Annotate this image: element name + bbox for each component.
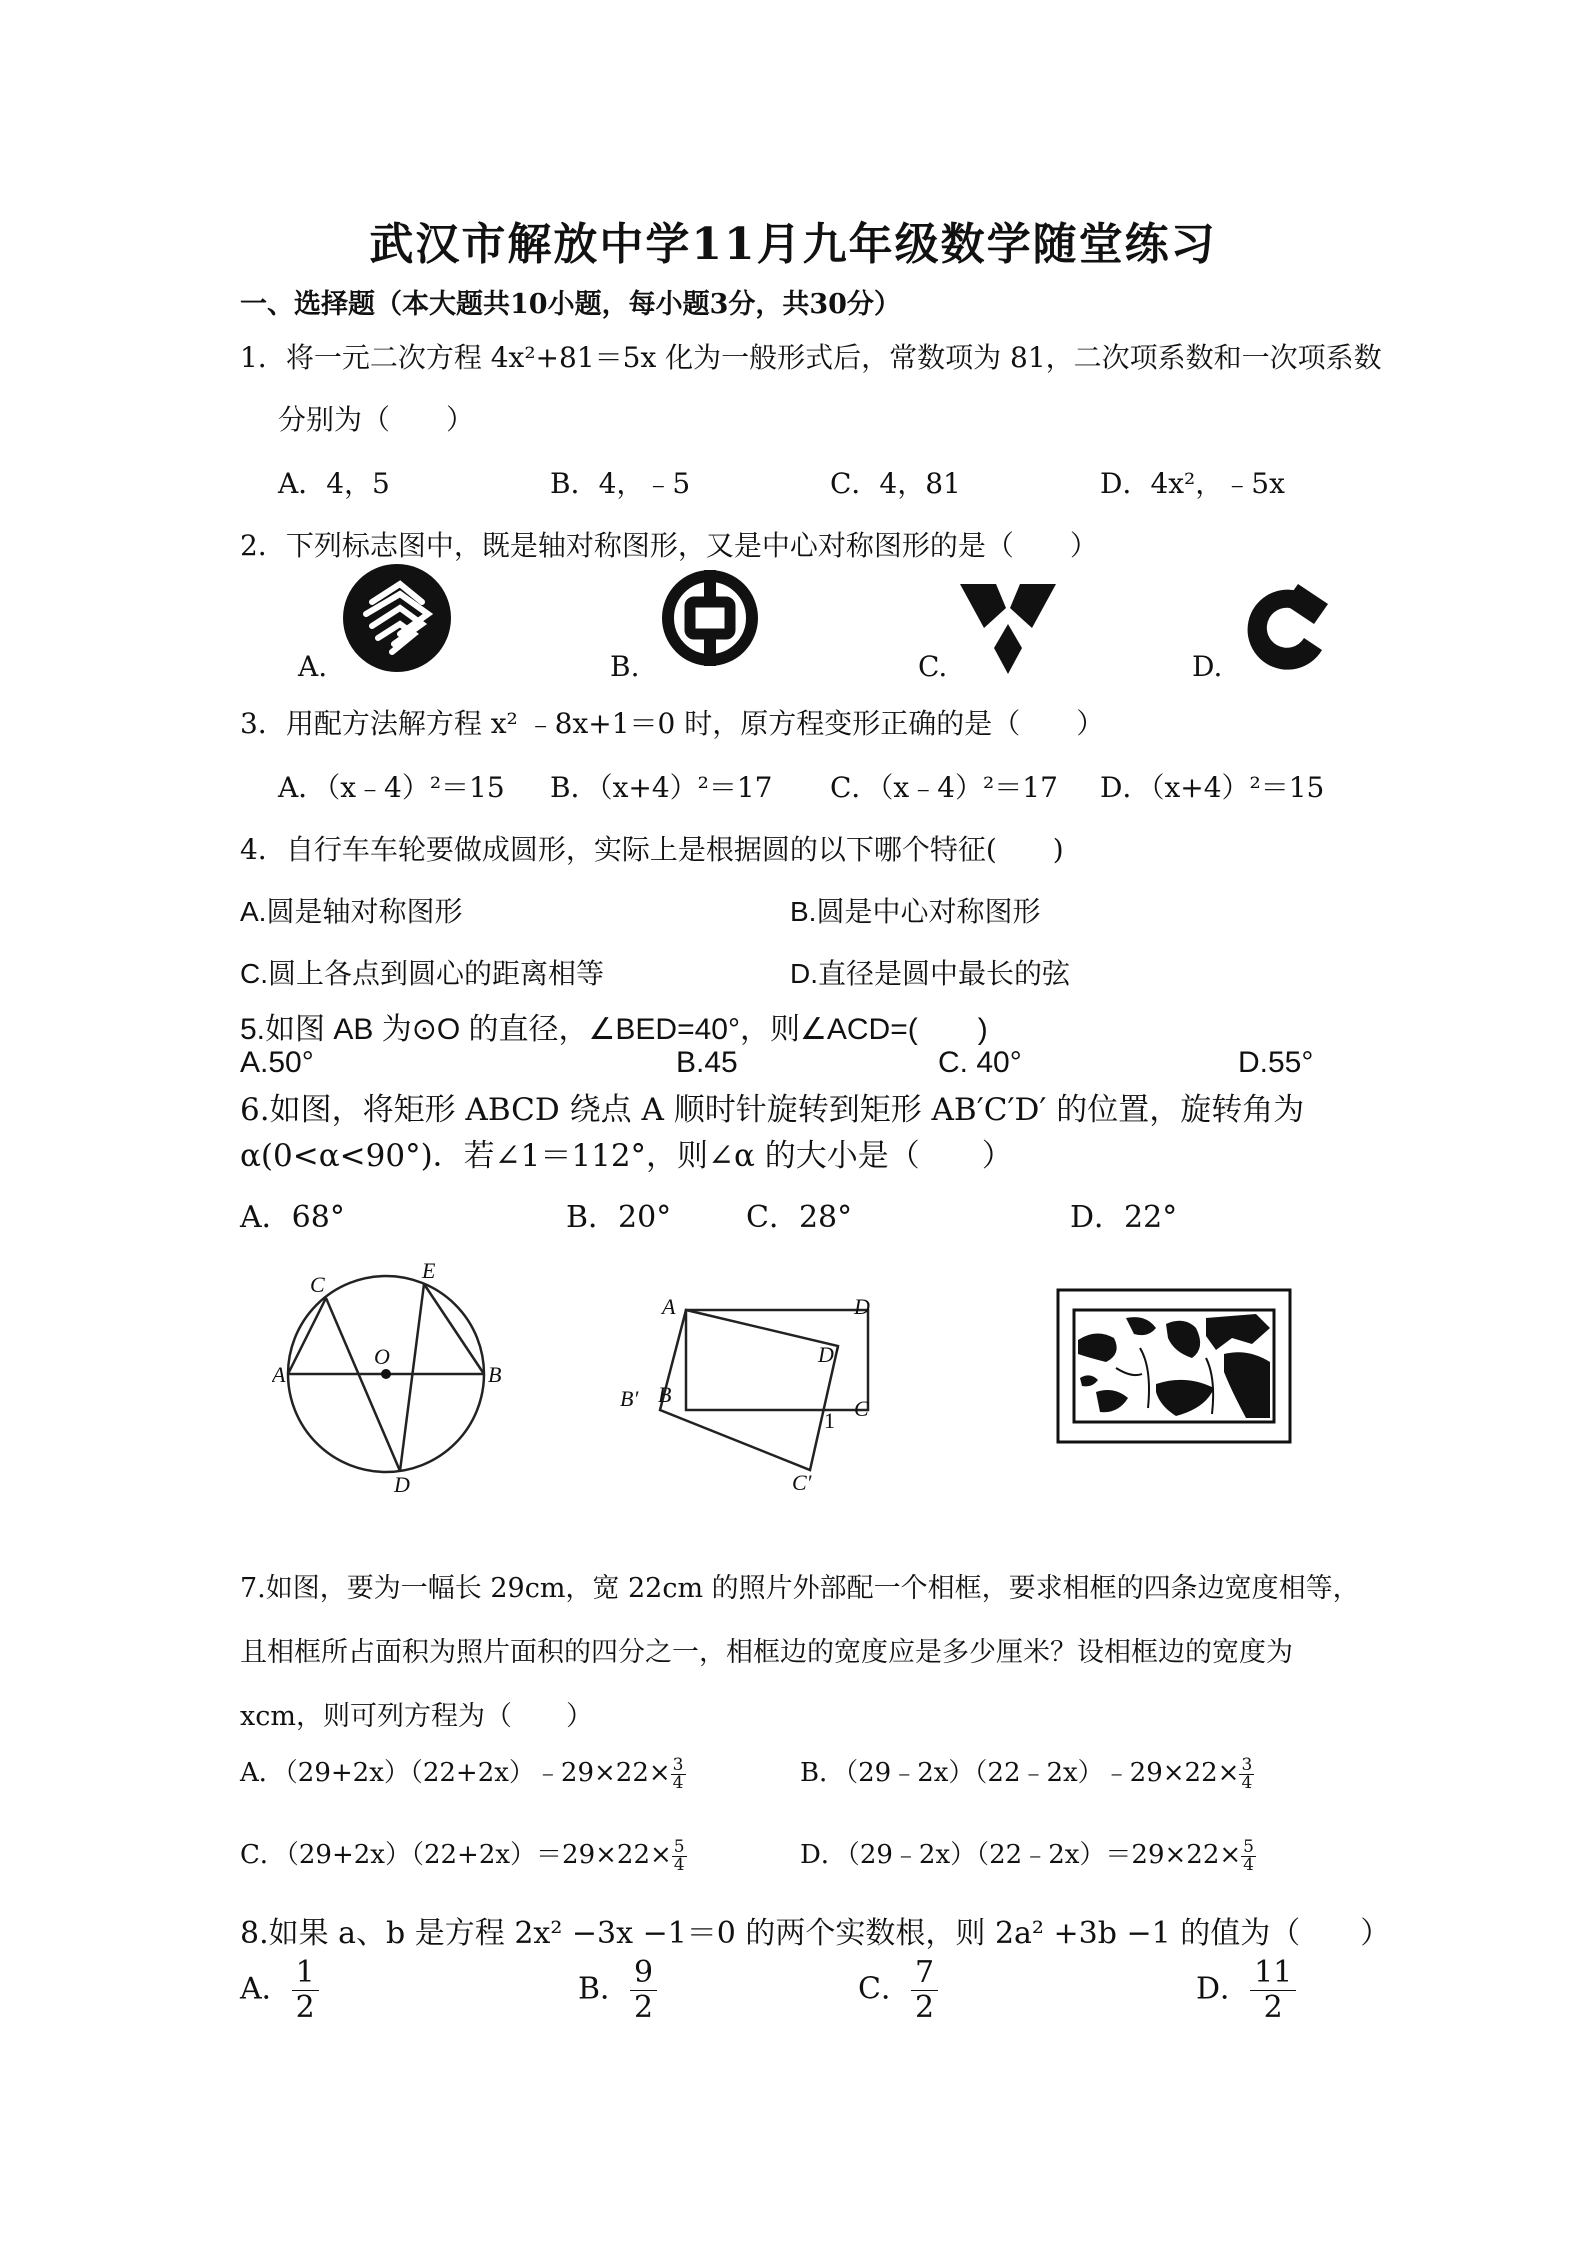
- q7-option-b-text: B．（29﹣2x）（22﹣2x）﹣29×22×: [800, 1758, 1240, 1788]
- q5-option-b[interactable]: B.45: [676, 1046, 738, 1079]
- q5-option-a[interactable]: A.50°: [240, 1046, 314, 1079]
- circle-label-c: C: [310, 1272, 325, 1297]
- q2-option-d-label[interactable]: D.: [1192, 650, 1223, 683]
- q1-stem-line1: 1．将一元二次方程 4x²+81＝5x 化为一般形式后，常数项为 81，二次项系数和一次项系数: [240, 341, 1382, 374]
- q4-stem: 4．自行车车轮要做成圆形，实际上是根据圆的以下哪个特征( ): [240, 833, 1064, 866]
- q6-option-a[interactable]: A．68°: [240, 1200, 345, 1235]
- circle-label-d: D: [394, 1472, 410, 1492]
- circle-label-e: E: [422, 1258, 436, 1283]
- q1-option-d[interactable]: D．4x²，﹣5x: [1100, 467, 1285, 500]
- rect-label-d-prime: D′: [818, 1342, 839, 1367]
- q7-option-a-fraction: $\frac{3}{4}$: [672, 1754, 684, 1793]
- q1-stem-line2: 分别为（ ）: [278, 403, 475, 436]
- framed-photo-picture: [1056, 1288, 1292, 1444]
- q8-option-c[interactable]: [858, 1956, 938, 2025]
- rect-label-b: B: [658, 1382, 672, 1407]
- rotated-rectangle-diagram: [620, 1290, 900, 1490]
- rect-label-a: A: [662, 1294, 676, 1319]
- q4-option-b[interactable]: B.圆是中心对称图形: [790, 896, 1041, 927]
- rect-label-b-prime: B′: [620, 1386, 639, 1411]
- q7-option-b[interactable]: [800, 1752, 1254, 1792]
- q5-option-d[interactable]: D.55°: [1238, 1046, 1314, 1079]
- q6-option-c[interactable]: C．28°: [746, 1200, 853, 1235]
- q7-option-c-fraction: $\frac{5}{4}$: [673, 1836, 685, 1875]
- circle-label-b: B: [488, 1362, 502, 1387]
- q7-option-c-text: C．（29+2x）（22+2x）＝29×22×: [240, 1840, 672, 1870]
- q2-option-c-label[interactable]: C.: [918, 650, 948, 683]
- q8-option-d-fraction: $\frac{11}{2}$: [1250, 1956, 1296, 2025]
- section-heading: 一、选择题（本大题共10小题，每小题3分，共30分）: [240, 289, 901, 320]
- q4-option-a[interactable]: A.圆是轴对称图形: [240, 896, 463, 927]
- q7-option-b-fraction: $\frac{3}{4}$: [1241, 1754, 1253, 1793]
- q6-option-b[interactable]: B．20°: [566, 1200, 672, 1235]
- circle-label-o: O: [374, 1344, 390, 1369]
- q8-stem: 8.如果 a、b 是方程 2x² −3x −1＝0 的两个实数根，则 2a² +3b −1 的值为（ ）: [240, 1916, 1391, 1951]
- q6-option-d[interactable]: D．22°: [1070, 1200, 1178, 1235]
- circle-diagram: [272, 1252, 512, 1492]
- q2-option-a-label[interactable]: A.: [298, 650, 328, 683]
- china-mobile-logo-icon: [342, 562, 452, 674]
- q7-stem-line1: 7.如图，要为一幅长 29cm，宽 22cm 的照片外部配一个相框，要求相框的四条边宽度相等，: [240, 1573, 1360, 1604]
- rect-label-angle-1: 1: [824, 1408, 835, 1433]
- q8-option-d[interactable]: [1196, 1956, 1296, 2025]
- q2-option-b-label[interactable]: B.: [610, 650, 640, 683]
- q5-stem: 5.如图 AB 为⊙O 的直径，∠BED=40°，则∠ACD=( ): [240, 1013, 988, 1046]
- q7-stem-line3: xcm，则可列方程为（ ）: [240, 1701, 593, 1732]
- construction-bank-logo-icon: [1242, 580, 1334, 676]
- q7-option-a[interactable]: [240, 1752, 686, 1792]
- q3-option-c[interactable]: C．（x﹣4）²＝17: [830, 771, 1058, 804]
- q1-option-c[interactable]: C．4，81: [830, 467, 961, 500]
- q4-option-d[interactable]: D.直径是圆中最长的弦: [790, 958, 1071, 989]
- q3-option-a[interactable]: A．（x﹣4）²＝15: [278, 771, 505, 804]
- q7-option-c[interactable]: [240, 1834, 687, 1874]
- q4-option-c[interactable]: C.圆上各点到圆心的距离相等: [240, 958, 605, 989]
- q6-stem-line1: 6.如图，将矩形 ABCD 绕点 A 顺时针旋转到矩形 AB′C′D′ 的位置，旋转角为: [240, 1092, 1305, 1128]
- q5-option-c[interactable]: C. 40°: [938, 1046, 1022, 1079]
- q1-option-b[interactable]: B．4，﹣5: [550, 467, 691, 500]
- rect-label-c: C: [854, 1396, 869, 1421]
- q8-option-c-fraction: $\frac{7}{2}$: [911, 1956, 938, 2025]
- q7-option-d[interactable]: [800, 1834, 1256, 1874]
- q7-option-d-fraction: $\frac{5}{4}$: [1243, 1836, 1254, 1875]
- q3-option-b[interactable]: B．（x+4）²＝17: [550, 771, 773, 804]
- q6-stem-line2: α(0<α<90°)．若∠1＝112°，则∠α 的大小是（ ）: [240, 1138, 1013, 1174]
- q8-option-b-label: B．: [578, 1971, 631, 2007]
- q7-option-a-text: A．（29+2x）（22+2x）﹣29×22×: [240, 1758, 671, 1788]
- q7-stem-line2: 且相框所占面积为照片面积的四分之一，相框边的宽度应是多少厘米？设相框边的宽度为: [240, 1637, 1293, 1668]
- q8-option-a-fraction: $\frac{1}{2}$: [292, 1956, 319, 2025]
- q8-option-a-label: A．: [240, 1971, 292, 2007]
- q3-option-d[interactable]: D．（x+4）²＝15: [1100, 771, 1325, 804]
- q8-option-c-label: C．: [858, 1971, 911, 2007]
- circle-label-a: A: [272, 1362, 286, 1387]
- q8-option-b-fraction: $\frac{9}{2}$: [630, 1956, 657, 2025]
- q7-option-d-text: D．（29﹣2x）（22﹣2x）＝29×22×: [800, 1840, 1242, 1870]
- q1-option-a[interactable]: A．4，5: [278, 467, 390, 500]
- q2-stem: 2．下列标志图中，既是轴对称图形，又是中心对称图形的是（ ）: [240, 529, 1098, 562]
- q8-option-b[interactable]: [578, 1956, 657, 2025]
- rect-label-d: D: [854, 1294, 870, 1319]
- bank-of-china-logo-icon: [660, 566, 760, 670]
- q8-option-d-label: D．: [1196, 1971, 1251, 2007]
- q3-stem: 3．用配方法解方程 x² ﹣8x+1＝0 时，原方程变形正确的是（ ）: [240, 707, 1105, 740]
- rect-label-c-prime: C′: [792, 1470, 812, 1490]
- page-title: 武汉市解放中学11月九年级数学随堂练习: [369, 219, 1217, 270]
- mitsubishi-style-logo-icon: [960, 584, 1056, 674]
- q8-option-a[interactable]: [240, 1956, 319, 2025]
